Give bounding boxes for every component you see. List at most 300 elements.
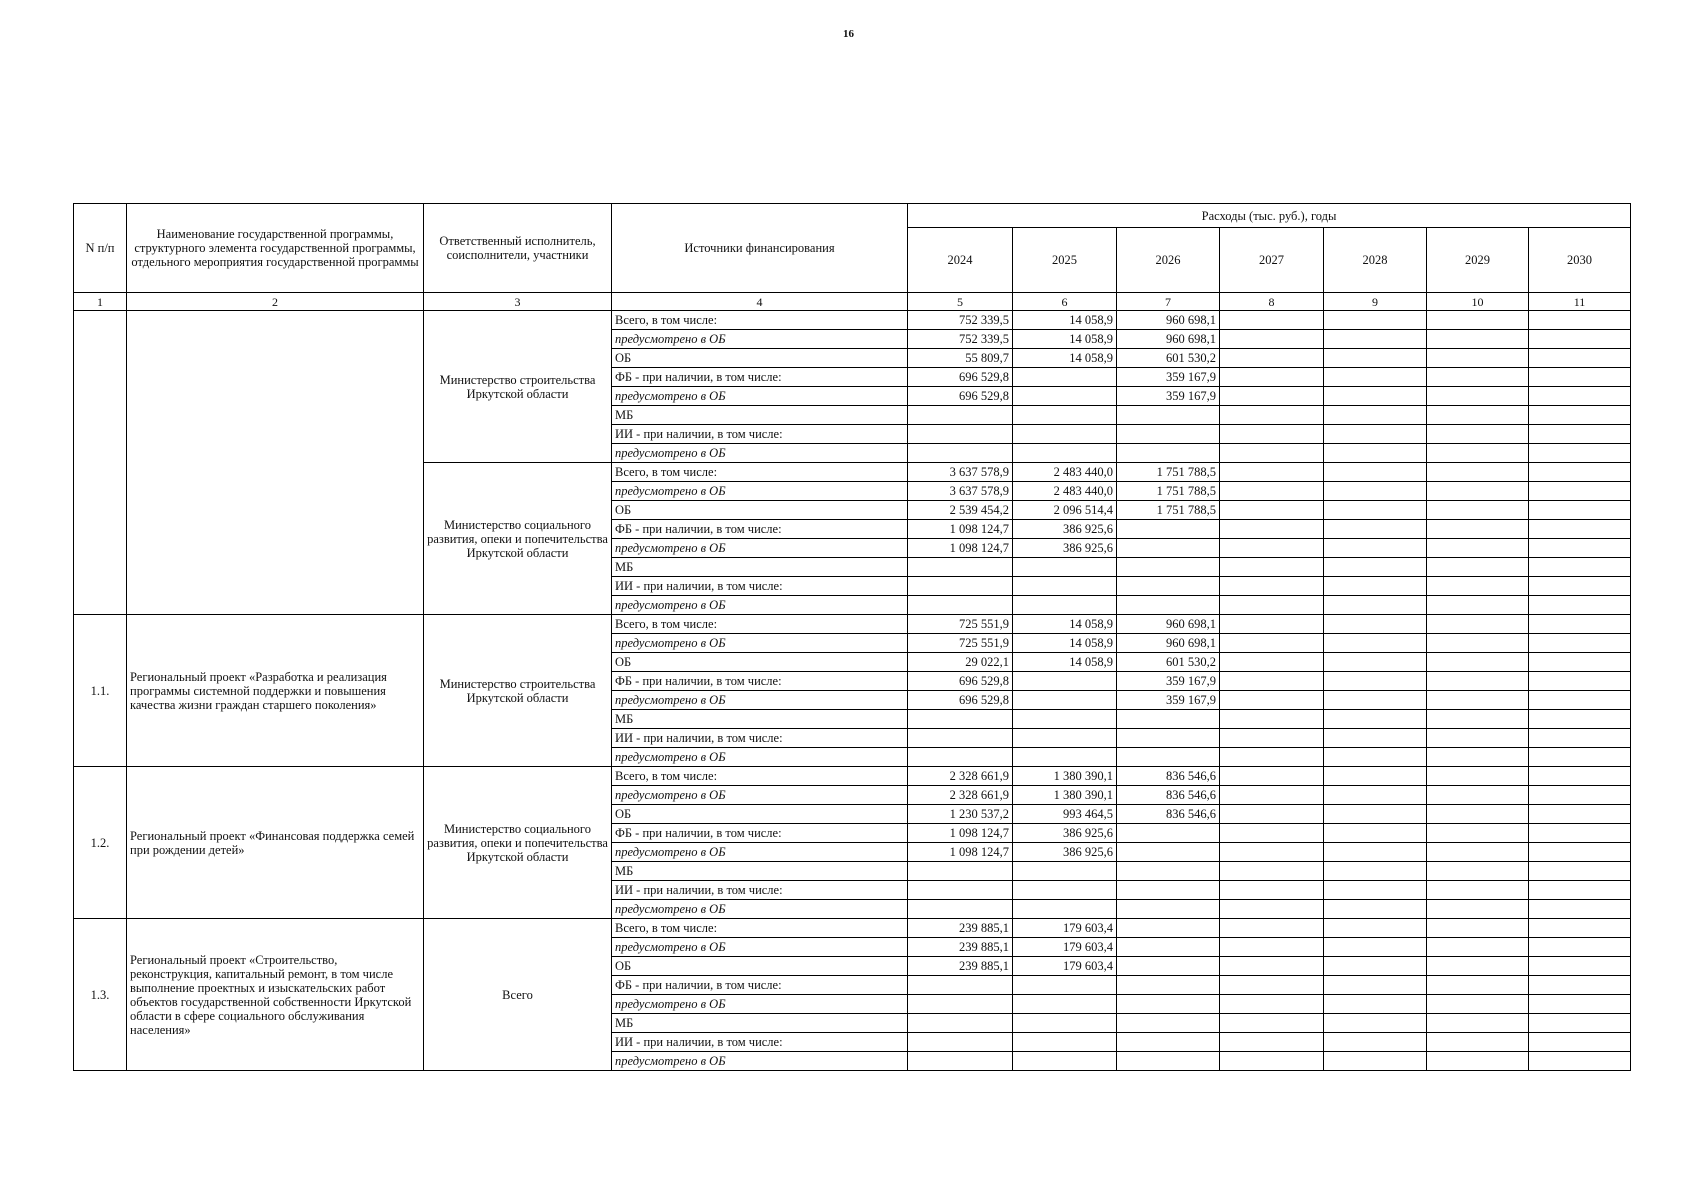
amount-cell	[1013, 444, 1117, 463]
amount-cell	[1220, 615, 1324, 634]
header-num: N п/п	[74, 204, 127, 293]
amount-cell	[908, 1033, 1013, 1052]
amount-cell	[1427, 311, 1529, 330]
table-body	[74, 311, 1631, 1071]
financing-source: МБ	[612, 1014, 908, 1033]
executor-name: Всего	[424, 919, 612, 1071]
amount-cell	[1220, 919, 1324, 938]
amount-cell: 2 539 454,2	[908, 501, 1013, 520]
amount-cell	[1220, 1052, 1324, 1071]
amount-cell	[1013, 691, 1117, 710]
financing-source: МБ	[612, 406, 908, 425]
header-expenses: Расходы (тыс. руб.), годы	[908, 204, 1631, 228]
amount-cell	[1013, 862, 1117, 881]
amount-cell	[908, 425, 1013, 444]
program-element-name: Региональный проект «Финансовая поддержка семей при рождении детей»	[127, 767, 424, 919]
amount-cell: 696 529,8	[908, 368, 1013, 387]
amount-cell	[1324, 862, 1427, 881]
amount-cell	[1529, 691, 1631, 710]
financing-source: предусмотрено в ОБ	[612, 596, 908, 615]
financing-source: Всего, в том числе:	[612, 919, 908, 938]
amount-cell	[1324, 748, 1427, 767]
amount-cell	[1529, 444, 1631, 463]
financing-source: предусмотрено в ОБ	[612, 482, 908, 501]
financing-source: Всего, в том числе:	[612, 311, 908, 330]
financing-source: предусмотрено в ОБ	[612, 938, 908, 957]
amount-cell	[1427, 444, 1529, 463]
amount-cell	[1220, 425, 1324, 444]
amount-cell	[1324, 767, 1427, 786]
amount-cell	[1324, 330, 1427, 349]
amount-cell	[908, 596, 1013, 615]
amount-cell	[1529, 501, 1631, 520]
amount-cell	[1220, 634, 1324, 653]
executor-name: Министерство строительства Иркутской области	[424, 615, 612, 767]
amount-cell	[1427, 938, 1529, 957]
amount-cell	[1427, 368, 1529, 387]
amount-cell	[1529, 938, 1631, 957]
amount-cell	[1117, 976, 1220, 995]
amount-cell	[1324, 387, 1427, 406]
header-name: Наименование государственной программы, структурного элемента государственной программы, отдельного мероприятия государственной программы	[127, 204, 424, 293]
amount-cell	[1324, 311, 1427, 330]
amount-cell	[1013, 596, 1117, 615]
amount-cell	[1220, 786, 1324, 805]
amount-cell	[1324, 368, 1427, 387]
financing-source: предусмотрено в ОБ	[612, 1052, 908, 1071]
amount-cell	[1013, 425, 1117, 444]
financing-source: Всего, в том числе:	[612, 463, 908, 482]
amount-cell: 725 551,9	[908, 615, 1013, 634]
amount-cell	[1117, 577, 1220, 596]
amount-cell	[1220, 482, 1324, 501]
financing-source: ФБ - при наличии, в том числе:	[612, 520, 908, 539]
amount-cell	[1117, 881, 1220, 900]
amount-cell	[1427, 1033, 1529, 1052]
column-index: 10	[1427, 293, 1529, 311]
amount-cell	[1324, 881, 1427, 900]
amount-cell	[1529, 558, 1631, 577]
amount-cell	[1427, 900, 1529, 919]
column-index: 6	[1013, 293, 1117, 311]
amount-cell	[1427, 482, 1529, 501]
amount-cell	[1013, 710, 1117, 729]
amount-cell	[1220, 596, 1324, 615]
amount-cell	[1324, 843, 1427, 862]
amount-cell	[1324, 786, 1427, 805]
column-index: 4	[612, 293, 908, 311]
amount-cell	[908, 976, 1013, 995]
amount-cell	[908, 862, 1013, 881]
amount-cell	[1529, 805, 1631, 824]
page-number: 16	[843, 28, 854, 40]
financing-source: предусмотрено в ОБ	[612, 748, 908, 767]
amount-cell: 752 339,5	[908, 330, 1013, 349]
amount-cell	[1427, 463, 1529, 482]
amount-cell	[1220, 824, 1324, 843]
amount-cell	[1529, 634, 1631, 653]
amount-cell	[1013, 976, 1117, 995]
amount-cell	[1220, 748, 1324, 767]
amount-cell	[1427, 919, 1529, 938]
amount-cell	[1220, 767, 1324, 786]
header-year: 2028	[1324, 228, 1427, 293]
amount-cell	[1529, 482, 1631, 501]
table-row	[74, 615, 1631, 634]
amount-cell: 359 167,9	[1117, 672, 1220, 691]
amount-cell	[908, 558, 1013, 577]
amount-cell	[1427, 995, 1529, 1014]
amount-cell	[1529, 1033, 1631, 1052]
amount-cell	[1324, 976, 1427, 995]
amount-cell	[1324, 938, 1427, 957]
row-number: 1.2.	[74, 767, 127, 919]
amount-cell	[1324, 558, 1427, 577]
column-index: 2	[127, 293, 424, 311]
amount-cell	[1220, 539, 1324, 558]
amount-cell	[1117, 729, 1220, 748]
amount-cell	[1427, 1014, 1529, 1033]
amount-cell	[1013, 368, 1117, 387]
amount-cell	[1529, 349, 1631, 368]
amount-cell: 239 885,1	[908, 919, 1013, 938]
financing-source: Всего, в том числе:	[612, 767, 908, 786]
amount-cell	[908, 1052, 1013, 1071]
financing-source: МБ	[612, 558, 908, 577]
amount-cell	[1220, 805, 1324, 824]
financing-table	[73, 203, 1631, 1071]
amount-cell: 14 058,9	[1013, 634, 1117, 653]
amount-cell: 836 546,6	[1117, 767, 1220, 786]
amount-cell	[1427, 558, 1529, 577]
amount-cell	[1013, 1052, 1117, 1071]
amount-cell	[1324, 919, 1427, 938]
amount-cell	[1117, 1052, 1220, 1071]
header-executor: Ответственный исполнитель, соисполнители, участники	[424, 204, 612, 293]
amount-cell	[1427, 596, 1529, 615]
amount-cell	[1529, 1014, 1631, 1033]
amount-cell: 960 698,1	[1117, 615, 1220, 634]
header-year: 2030	[1529, 228, 1631, 293]
amount-cell	[1529, 995, 1631, 1014]
amount-cell: 14 058,9	[1013, 330, 1117, 349]
amount-cell	[1117, 824, 1220, 843]
executor-name: Министерство социального развития, опеки и попечительства Иркутской области	[424, 767, 612, 919]
amount-cell	[1529, 539, 1631, 558]
amount-cell	[908, 900, 1013, 919]
amount-cell: 359 167,9	[1117, 691, 1220, 710]
amount-cell	[1427, 691, 1529, 710]
amount-cell	[1427, 843, 1529, 862]
table-header	[74, 204, 1631, 311]
amount-cell	[1324, 406, 1427, 425]
executor-name: Министерство социального развития, опеки и попечительства Иркутской области	[424, 463, 612, 615]
amount-cell	[1220, 672, 1324, 691]
amount-cell: 960 698,1	[1117, 634, 1220, 653]
amount-cell	[1220, 501, 1324, 520]
financing-source: ФБ - при наличии, в том числе:	[612, 368, 908, 387]
amount-cell	[1529, 710, 1631, 729]
amount-cell	[1427, 805, 1529, 824]
amount-cell	[1013, 729, 1117, 748]
amount-cell	[1324, 691, 1427, 710]
amount-cell	[1427, 406, 1529, 425]
amount-cell	[1324, 672, 1427, 691]
column-index: 7	[1117, 293, 1220, 311]
amount-cell	[1013, 387, 1117, 406]
amount-cell	[1529, 615, 1631, 634]
amount-cell	[1529, 425, 1631, 444]
amount-cell	[1220, 691, 1324, 710]
amount-cell: 1 751 788,5	[1117, 501, 1220, 520]
amount-cell	[1117, 425, 1220, 444]
amount-cell: 3 637 578,9	[908, 463, 1013, 482]
financing-source: предусмотрено в ОБ	[612, 387, 908, 406]
amount-cell: 3 637 578,9	[908, 482, 1013, 501]
program-element-name: Региональный проект «Строительство, реконструкция, капитальный ремонт, в том числе выполнение проектных и изыскательских работ объектов государственной собственности Иркутской области в сфере социального обслуживания населения»	[127, 919, 424, 1071]
amount-cell	[1013, 1033, 1117, 1052]
amount-cell	[1117, 539, 1220, 558]
column-index: 8	[1220, 293, 1324, 311]
amount-cell	[1117, 1014, 1220, 1033]
amount-cell	[1117, 596, 1220, 615]
amount-cell	[1013, 577, 1117, 596]
amount-cell	[1013, 558, 1117, 577]
row-number: 1.3.	[74, 919, 127, 1071]
amount-cell: 752 339,5	[908, 311, 1013, 330]
amount-cell	[908, 748, 1013, 767]
amount-cell: 386 925,6	[1013, 824, 1117, 843]
header-source: Источники финансирования	[612, 204, 908, 293]
program-element-name	[127, 311, 424, 615]
amount-cell: 993 464,5	[1013, 805, 1117, 824]
amount-cell	[1220, 938, 1324, 957]
amount-cell	[1117, 919, 1220, 938]
financing-source: предусмотрено в ОБ	[612, 691, 908, 710]
amount-cell	[1220, 368, 1324, 387]
amount-cell	[1220, 558, 1324, 577]
row-number: 1.1.	[74, 615, 127, 767]
amount-cell: 179 603,4	[1013, 919, 1117, 938]
amount-cell	[1529, 311, 1631, 330]
amount-cell	[1220, 463, 1324, 482]
amount-cell	[1529, 520, 1631, 539]
amount-cell	[1427, 1052, 1529, 1071]
amount-cell: 29 022,1	[908, 653, 1013, 672]
amount-cell	[1220, 311, 1324, 330]
amount-cell	[1427, 976, 1529, 995]
amount-cell	[1529, 786, 1631, 805]
amount-cell	[1220, 976, 1324, 995]
amount-cell	[1427, 577, 1529, 596]
amount-cell	[1529, 843, 1631, 862]
amount-cell	[1324, 444, 1427, 463]
financing-source: ОБ	[612, 349, 908, 368]
table-row	[74, 767, 1631, 786]
amount-cell: 14 058,9	[1013, 349, 1117, 368]
amount-cell: 2 328 661,9	[908, 767, 1013, 786]
amount-cell	[1427, 349, 1529, 368]
amount-cell	[1013, 672, 1117, 691]
amount-cell	[1117, 748, 1220, 767]
amount-cell	[1529, 387, 1631, 406]
amount-cell	[1427, 824, 1529, 843]
amount-cell	[1529, 729, 1631, 748]
amount-cell	[1324, 425, 1427, 444]
amount-cell	[1117, 558, 1220, 577]
amount-cell	[1529, 406, 1631, 425]
amount-cell: 601 530,2	[1117, 349, 1220, 368]
amount-cell	[1529, 748, 1631, 767]
amount-cell	[1117, 957, 1220, 976]
amount-cell	[1324, 653, 1427, 672]
amount-cell: 386 925,6	[1013, 520, 1117, 539]
amount-cell	[1427, 539, 1529, 558]
column-index: 3	[424, 293, 612, 311]
financing-source: ОБ	[612, 653, 908, 672]
amount-cell	[1324, 957, 1427, 976]
amount-cell	[1324, 824, 1427, 843]
financing-source: предусмотрено в ОБ	[612, 539, 908, 558]
amount-cell	[1324, 577, 1427, 596]
header-year: 2025	[1013, 228, 1117, 293]
amount-cell: 1 751 788,5	[1117, 463, 1220, 482]
financing-source: ИИ - при наличии, в том числе:	[612, 881, 908, 900]
amount-cell: 960 698,1	[1117, 311, 1220, 330]
amount-cell	[1529, 881, 1631, 900]
amount-cell	[1013, 900, 1117, 919]
amount-cell	[1220, 406, 1324, 425]
amount-cell	[1427, 387, 1529, 406]
amount-cell: 1 751 788,5	[1117, 482, 1220, 501]
financing-source: ФБ - при наличии, в том числе:	[612, 824, 908, 843]
financing-source: МБ	[612, 862, 908, 881]
amount-cell	[1529, 368, 1631, 387]
amount-cell	[1220, 653, 1324, 672]
amount-cell	[908, 881, 1013, 900]
amount-cell	[1117, 406, 1220, 425]
column-index: 5	[908, 293, 1013, 311]
amount-cell	[1324, 729, 1427, 748]
column-index: 9	[1324, 293, 1427, 311]
financing-source: предусмотрено в ОБ	[612, 995, 908, 1014]
amount-cell	[1324, 805, 1427, 824]
row-number	[74, 311, 127, 615]
table-row	[74, 919, 1631, 938]
financing-source: предусмотрено в ОБ	[612, 444, 908, 463]
amount-cell: 696 529,8	[908, 672, 1013, 691]
amount-cell: 386 925,6	[1013, 843, 1117, 862]
amount-cell	[1324, 1052, 1427, 1071]
amount-cell	[1529, 919, 1631, 938]
amount-cell	[1220, 520, 1324, 539]
amount-cell	[908, 577, 1013, 596]
amount-cell	[1324, 900, 1427, 919]
financing-source: ИИ - при наличии, в том числе:	[612, 577, 908, 596]
financing-source: предусмотрено в ОБ	[612, 330, 908, 349]
amount-cell	[1427, 501, 1529, 520]
amount-cell	[1220, 387, 1324, 406]
amount-cell: 1 380 390,1	[1013, 767, 1117, 786]
amount-cell	[1324, 1014, 1427, 1033]
amount-cell: 1 230 537,2	[908, 805, 1013, 824]
program-element-name: Региональный проект «Разработка и реализация программы системной поддержки и повышения качества жизни граждан старшего поколения»	[127, 615, 424, 767]
amount-cell	[1324, 539, 1427, 558]
financing-source: ОБ	[612, 957, 908, 976]
amount-cell	[1427, 881, 1529, 900]
executor-name: Министерство строительства Иркутской области	[424, 311, 612, 463]
table-row	[74, 311, 1631, 330]
amount-cell: 696 529,8	[908, 387, 1013, 406]
amount-cell: 386 925,6	[1013, 539, 1117, 558]
amount-cell	[1427, 710, 1529, 729]
amount-cell	[1427, 862, 1529, 881]
amount-cell: 2 096 514,4	[1013, 501, 1117, 520]
amount-cell: 14 058,9	[1013, 615, 1117, 634]
amount-cell	[908, 710, 1013, 729]
amount-cell	[1324, 634, 1427, 653]
amount-cell: 1 098 124,7	[908, 539, 1013, 558]
amount-cell: 725 551,9	[908, 634, 1013, 653]
financing-source: МБ	[612, 710, 908, 729]
amount-cell	[1529, 463, 1631, 482]
amount-cell	[1117, 710, 1220, 729]
amount-cell	[1220, 729, 1324, 748]
amount-cell	[1529, 767, 1631, 786]
amount-cell	[1427, 786, 1529, 805]
financing-source: ИИ - при наличии, в том числе:	[612, 425, 908, 444]
amount-cell	[1220, 900, 1324, 919]
amount-cell	[1117, 1033, 1220, 1052]
financing-source: ФБ - при наличии, в том числе:	[612, 976, 908, 995]
financing-source: предусмотрено в ОБ	[612, 843, 908, 862]
amount-cell: 239 885,1	[908, 938, 1013, 957]
amount-cell	[1117, 995, 1220, 1014]
amount-cell: 359 167,9	[1117, 387, 1220, 406]
amount-cell: 14 058,9	[1013, 653, 1117, 672]
amount-cell	[1220, 843, 1324, 862]
column-index: 11	[1529, 293, 1631, 311]
amount-cell	[908, 1014, 1013, 1033]
amount-cell	[1324, 710, 1427, 729]
amount-cell	[1220, 881, 1324, 900]
amount-cell: 1 098 124,7	[908, 843, 1013, 862]
financing-source: предусмотрено в ОБ	[612, 634, 908, 653]
financing-source: ОБ	[612, 501, 908, 520]
amount-cell	[1427, 729, 1529, 748]
amount-cell: 836 546,6	[1117, 805, 1220, 824]
amount-cell	[1117, 938, 1220, 957]
amount-cell	[1529, 900, 1631, 919]
amount-cell	[1117, 444, 1220, 463]
amount-cell: 960 698,1	[1117, 330, 1220, 349]
financing-source: предусмотрено в ОБ	[612, 900, 908, 919]
amount-cell: 359 167,9	[1117, 368, 1220, 387]
amount-cell: 239 885,1	[908, 957, 1013, 976]
amount-cell	[1529, 577, 1631, 596]
amount-cell	[1117, 862, 1220, 881]
amount-cell	[1529, 824, 1631, 843]
amount-cell: 55 809,7	[908, 349, 1013, 368]
amount-cell	[908, 729, 1013, 748]
amount-cell	[1529, 1052, 1631, 1071]
financing-source: ИИ - при наличии, в том числе:	[612, 1033, 908, 1052]
amount-cell	[1220, 349, 1324, 368]
amount-cell	[1220, 1033, 1324, 1052]
amount-cell	[1427, 615, 1529, 634]
amount-cell	[1427, 748, 1529, 767]
amount-cell: 2 328 661,9	[908, 786, 1013, 805]
